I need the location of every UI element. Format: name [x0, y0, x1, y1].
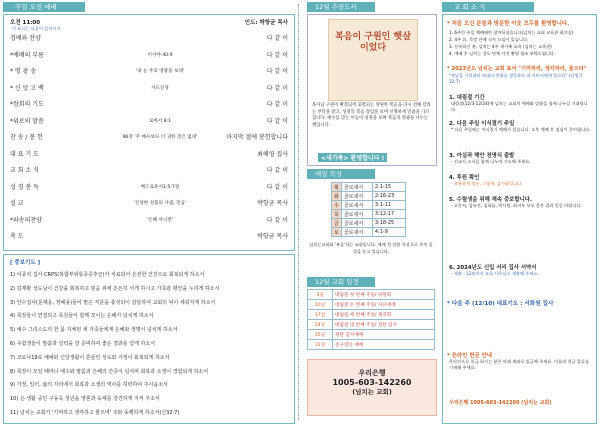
schedule-row — [308, 320, 435, 330]
order-person: 다 같 이 — [266, 183, 288, 191]
reading-book: 골로새서 — [341, 201, 372, 210]
order-detail: 로마서 8:1 — [148, 118, 172, 124]
order-detail: 베드로후서1:5-7절 — [140, 184, 180, 190]
item1-text: 대림절(12/3-12/24)에 넘치는 교회의 예배와 말씀을 함께 나누길 기대합니다. — [451, 101, 588, 112]
order-person: 마지막 절에 봉헌합니다 — [226, 134, 288, 141]
worship-order-box — [3, 14, 295, 251]
reading-ref: 2:16-23 — [372, 192, 405, 201]
order-item: * 신 앙 고 백 — [10, 84, 44, 92]
reading-book: 골로새서 — [341, 192, 372, 201]
service-time: 오전 11:00 — [10, 20, 41, 26]
intercession-item: 7) 코로나19로 예배와 신앙생활이 흔들린 성도와 가정이 회복되게 하소서 — [10, 354, 170, 361]
item1-title: 1. 대림절 기간 — [449, 95, 485, 101]
order-row — [10, 232, 288, 242]
reading-book: 골로새서 — [341, 210, 372, 219]
order-item: 찬 송 / 봉 헌 — [10, 134, 43, 141]
reading-row — [332, 219, 406, 228]
order-row — [10, 67, 288, 77]
reading-row — [332, 228, 406, 237]
reading-day: 화 — [332, 192, 342, 201]
book-header: 12월 추천도서 — [307, 2, 375, 12]
order-person: 다 같 이 — [266, 101, 288, 108]
intercession-item: 3) 안수집사(문제웅, 정해용)들이 맡은 직분을 충성되이 감당하여 교회의 덕이 세워지게 하소서 — [10, 299, 216, 306]
order-item: *참회의 기도 — [10, 101, 44, 108]
schedule-row — [308, 330, 435, 340]
order-row — [10, 117, 288, 127]
item3-title: 3. 아실과 해안 천명식 출발 — [449, 153, 515, 159]
item4-text: - 조용하게 정돈, 그렇게, 감사함입니다. — [451, 181, 523, 186]
schedule-row — [308, 310, 435, 320]
item6-title: 6. 2024년도 신입 서리 집사 서약서 — [449, 265, 537, 271]
schedule-date: 25일 — [308, 330, 333, 340]
schedule-date: 24일 — [308, 320, 333, 330]
intercession-header: [ 중보기도 ] — [10, 260, 41, 266]
schedule-date: 10일 — [308, 300, 333, 310]
order-row — [10, 166, 288, 176]
schedule-text: 대림절 세 번째 주일/ 제직회 — [333, 310, 435, 320]
order-person: 최해영 집사 — [257, 150, 288, 158]
bank-holder: (넘치는 교회) — [352, 388, 392, 396]
bank-account: 1005-603-142260 — [332, 378, 412, 387]
news-item: 1. 6주간 주일 예배에만 참여하셨습니다(넘치는 교회 교육관 회의실) — [449, 30, 574, 35]
schedule-text: 대림절 두 번째 주일/ 자녀세례 — [333, 300, 435, 310]
order-detail: 사도신경 — [151, 85, 169, 91]
order-item: *위로의 말씀 — [10, 117, 44, 125]
schedule-text: 대림절 네 번째 주일/ 성탄 감사 — [333, 320, 435, 330]
order-row — [10, 199, 288, 209]
order-person: 다 같 이 — [266, 167, 288, 174]
book-box — [307, 14, 437, 166]
order-person: 박항균 목사 — [257, 200, 288, 207]
intercession-item: 6) 수험생들이 말씀과 실력을 잘 준비하여 좋은 결과를 얻게 하소서 — [10, 340, 156, 347]
order-person: 다 같 이 — [266, 68, 288, 75]
order-person: 다 같 이 — [266, 35, 288, 42]
order-item: *파송의찬양 — [10, 216, 42, 224]
schedule-header: 12월 교회 일정 — [307, 277, 375, 287]
schedule-text: 대림절 첫 번째 주일/ 위원회 — [333, 290, 435, 300]
year-theme: * 2023년도 넘치는 교회 표어 "기억하라, 생각하라, 물으라" — [447, 66, 587, 72]
year-verse: "옛날을 기억하라 역대의 연대를 생각하라 네 아버지에게 물으라" (신명기 32:7) — [449, 73, 583, 84]
order-item: 경배와 찬양 — [10, 35, 41, 42]
reading-day: 금 — [332, 219, 342, 228]
reading-row — [332, 183, 406, 192]
standing-note: 이 표시는 다같이 일어서서 — [12, 26, 61, 31]
news-list — [449, 29, 592, 57]
column-divider — [298, 4, 299, 420]
book-cover-image — [328, 19, 418, 101]
order-row — [10, 51, 288, 61]
reading-day: 토 — [332, 228, 342, 237]
leader: 인도: 박항균 목사 — [244, 20, 288, 26]
order-item: 교 회 소 식 — [10, 167, 39, 174]
order-item: *예배의 부름 — [10, 51, 44, 59]
intercession-item: 2) 김제환 성도님이 건강을 회복하고 믿음 위에 든든히 서게 하시고 가족과 평안을 누리게 하소서 — [10, 285, 220, 292]
intercession-box — [3, 254, 295, 424]
reading-day: 목 — [332, 210, 342, 219]
reading-day: 월 — [332, 183, 342, 192]
book-title: 복음이 구원인 햇살이었다 — [335, 32, 411, 53]
online-offering-text: 온라인으로 헌금 하시는 분은 아래 계좌로 입금해 주세요. 이름과 헌금 종류를 기재해 주세요. — [449, 359, 590, 370]
newcomer-welcome: 환영합니다 ! — [350, 155, 385, 162]
item2-title: 2. 다음 주일 이식결기 주일 — [449, 121, 515, 127]
reading-ref: 2:1-15 — [372, 183, 405, 192]
order-item: * 명 광 송 — [10, 68, 37, 75]
order-item: 설 교 — [10, 200, 24, 207]
intercession-item: 8) 목장이 모일 때마다 예수와 말씀과 은혜의 간증이 넘치며 회복과 소생이 경험되게 하소서 — [10, 368, 209, 375]
intercession-item: 4) 목장들이 연결되고 목원들이 함께 모이는 은혜가 넘치게 하소서 — [10, 313, 154, 320]
schedule-date: 31일 — [308, 340, 333, 350]
reading-day: 수 — [332, 201, 342, 210]
order-person: 박항균 목사 — [257, 233, 288, 240]
reading-header: 매일 묵상 — [307, 169, 375, 179]
reading-row — [332, 201, 406, 210]
intercession-list — [10, 269, 290, 421]
news-header: 교 회 소 식 — [442, 2, 534, 12]
item4-title: 4. 후원 확인 — [449, 175, 480, 181]
news-box — [442, 14, 597, 424]
order-person: 다 같 이 — [266, 84, 288, 92]
reading-book: 골로새서 — [341, 228, 372, 237]
item6-text: - 제출 : 12월까지 교회 사무실로 제출해 주세요. — [451, 271, 539, 276]
item3-text: - 선교지 소식을 함께 나누며 기도해 주세요. — [451, 159, 531, 164]
intercession-item: 10) 은 생활 중인 구동욱 청년을 영혼과 육체를 강건하게 지켜 주소서 — [10, 396, 160, 403]
schedule-row — [308, 300, 435, 310]
order-item: 축 도 — [10, 233, 24, 240]
news-panel — [303, 2, 597, 422]
order-detail: 이사야 40:9 — [147, 52, 173, 58]
order-person: 다 같 이 — [266, 117, 288, 125]
order-person: 다 같 이 — [266, 216, 288, 224]
reading-row — [332, 192, 406, 201]
intercession-item: 5) 예수 그리스도의 한 몸 지체된 새 가족들에게 은혜와 생명이 넘치게 하소서 — [10, 327, 178, 334]
schedule-text: 송구영신 예배 — [333, 340, 435, 350]
item5-text: - 고은서, 김유진, 김하늘, 박시원, 최지우 모두 좋은 결과 얻길 바랍니다. — [451, 203, 582, 208]
schedule-row — [308, 340, 435, 350]
order-row — [10, 133, 288, 143]
order-detail: '내 눈 주의 영광을 보네' — [135, 69, 185, 74]
schedule-text: 성탄 감사예배 — [333, 330, 435, 340]
reading-table — [331, 182, 406, 237]
order-detail: '신성한 성품의 사귐, 믿음' — [133, 201, 187, 206]
order-row — [10, 216, 288, 226]
online-offering-account: 우리은행 1005-603-142260 (넘치는 교회) — [449, 400, 552, 406]
schedule-row — [308, 290, 435, 300]
book-description: 목사님 구원이 확정되어 회복되는 영원한 복음을 다시 전해 달라는 부탁을 받고, 성경의 복음 장엄을 보며 선명하게 말씀을 가르칩니다. 예수를 믿는 이들이 성경을 보며 복음의 영광을 나누는 책입니다. — [312, 103, 431, 128]
news-item: 4. 예배 후 넘치는 성도 단체 사진 촬영 협조 부탁드립니다. — [449, 51, 556, 56]
intercession-item: 9) 가정, 일터, 삶의 자리에서 회복과 소생의 역사를 허락하여 주시옵소서 — [10, 382, 168, 389]
reading-row — [332, 210, 406, 219]
order-row — [10, 100, 288, 110]
order-item: 성 경 봉 독 — [10, 183, 39, 191]
item5-title: 5. 수험생을 위해 계속 중보합니다. — [449, 197, 533, 203]
news-item: 3. 등록하신 분, 넘치는 4주 새가족 교육 (넘치는 교육관) — [449, 44, 552, 49]
welcome-news: * 처음 오신 분들과 방문한 이웃 모두를 환영합니다. — [447, 21, 570, 27]
reading-book: 골로새서 — [341, 183, 372, 192]
newcomer-tag — [318, 153, 387, 162]
order-row — [10, 150, 288, 160]
item2-text: * 다음 주일에는 이식결기 예배가 있습니다. 오후 예배 후 점심이 준비됩니다. — [451, 127, 591, 132]
news-item: 2. 4주 뒤, 목장 안에 식사 모임이 있습니다. — [449, 37, 529, 42]
order-person: 다 같 이 — [266, 51, 288, 59]
reading-note: 넘치는교회와 '복음'하는 교회입니다. 예배 전 말씀 묵상으로 주의 음성을 듣고 있습니다. — [309, 242, 433, 254]
intercession-item: 11) 넘치는 교회가 '기억하고 생각하고 물으며' 주와 동행하게 하소서(신32:7) — [10, 409, 180, 416]
order-detail: '은혜 아니면' — [146, 217, 174, 223]
next-prayer: * 다음 주 (12/10) 대표기도 : 서화원 집사 — [447, 301, 554, 307]
schedule-date: 3일 — [308, 290, 333, 300]
reading-ref: 4:1-9 — [372, 228, 405, 237]
reading-ref: 3:18-25 — [372, 219, 405, 228]
offering-account-box — [307, 359, 437, 416]
schedule-table — [307, 289, 435, 350]
order-row — [10, 34, 288, 44]
order-row — [10, 183, 288, 193]
reading-ref: 3:1-11 — [372, 201, 405, 210]
online-offering-title: * 온라인 헌금 안내 — [447, 353, 492, 359]
order-detail: 96장 '주 예수보다 더 귀한 것은 없네' — [122, 135, 198, 140]
reading-book: 골로새서 — [341, 219, 372, 228]
intercession-item: 1) 이종석 집사 CRPS(복합부위통증증후군)가 치료되어 온전한 건강으로 회복되게 하소서 — [10, 272, 205, 278]
newcomer-label: <새가족> — [321, 155, 349, 162]
worship-header: 주일 오전 예배 — [3, 2, 85, 12]
worship-order-panel — [3, 2, 295, 422]
order-item: 대 표 기 도 — [10, 150, 39, 158]
bank-name: 우리은행 — [358, 369, 386, 377]
reading-ref: 3:12-17 — [372, 210, 405, 219]
schedule-date: 17일 — [308, 310, 333, 320]
order-row — [10, 84, 288, 94]
